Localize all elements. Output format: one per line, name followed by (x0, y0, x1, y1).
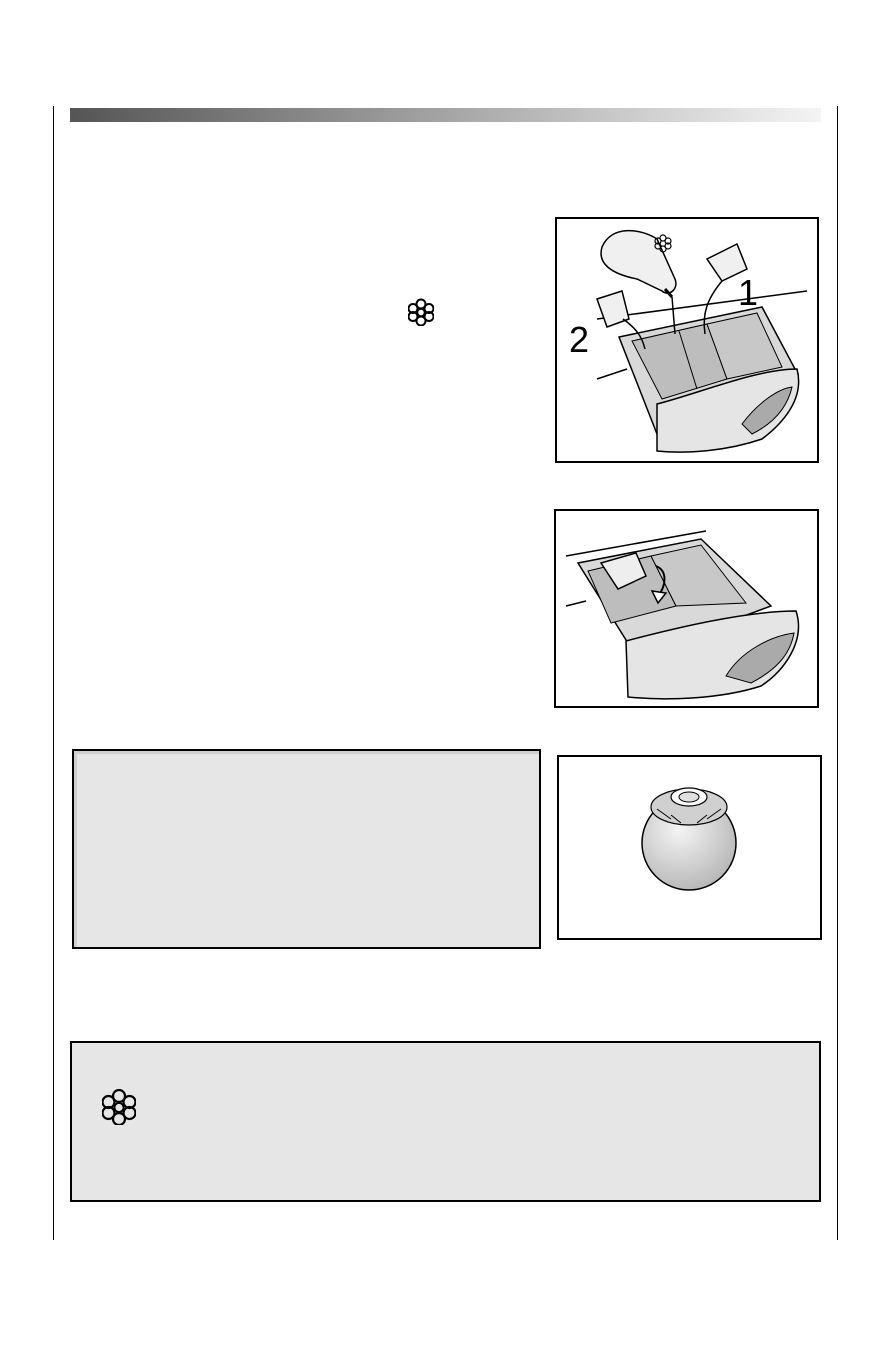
figure-dosing-ball (557, 755, 822, 940)
flower-icon (102, 1089, 136, 1125)
header-gradient-bar (70, 108, 821, 122)
info-box (72, 749, 541, 949)
flower-icon (408, 298, 434, 326)
left-margin-rule (53, 106, 54, 1240)
figure-drawer-flap (554, 509, 819, 708)
softener-note-box (70, 1041, 821, 1202)
figure-detergent-drawer-filling (555, 217, 819, 463)
right-margin-rule (837, 106, 838, 1240)
compartment-2-label: 2 (569, 319, 590, 360)
compartment-1-label: 1 (738, 272, 759, 313)
